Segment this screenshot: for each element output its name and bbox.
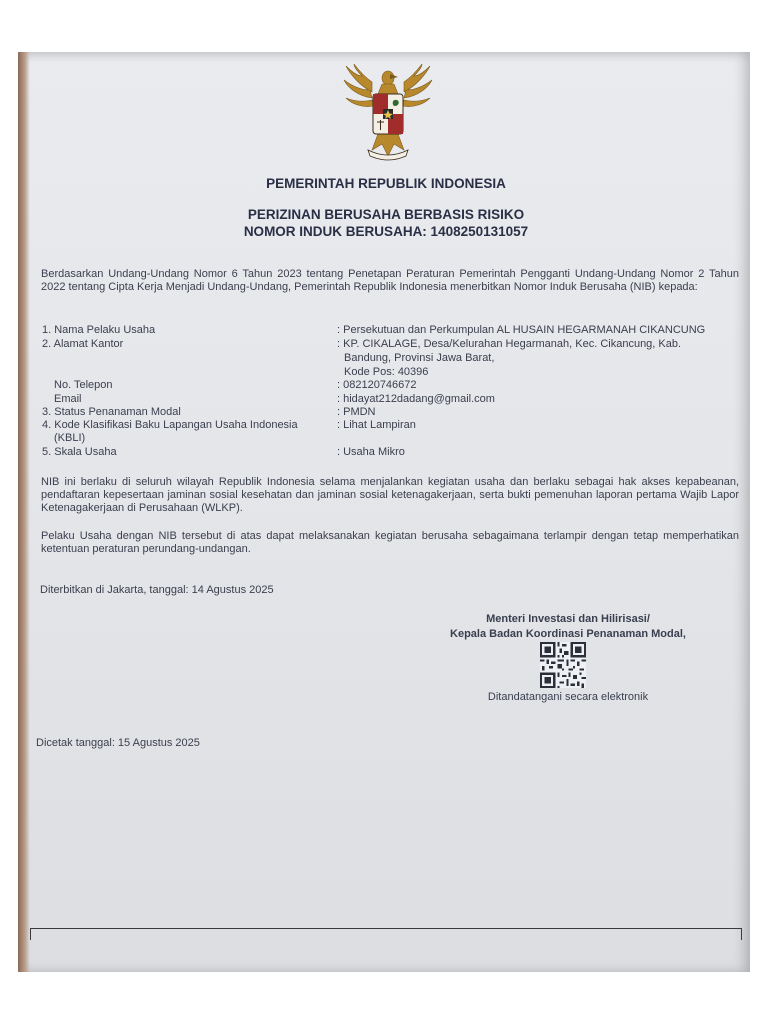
field-label-kbli-2: (KBLI) [54, 432, 86, 444]
bottom-rule [30, 928, 742, 929]
field-label-email: Email [54, 393, 82, 405]
field-value-kodepos: Kode Pos: 40396 [344, 366, 429, 378]
permit-title: PERIZINAN BERUSAHA BERBASIS RISIKO [247, 207, 525, 222]
garuda-emblem-icon [342, 64, 434, 164]
field-label-nama: 1. Nama Pelaku Usaha [42, 324, 156, 336]
bottom-rule-right-tick [741, 928, 742, 940]
field-value-telepon: : 082120746672 [337, 379, 417, 391]
field-value-nama: : Persekutuan dan Perkumpulan AL HUSAIN HEGARMANAH CIKANCUNG [337, 324, 706, 336]
field-value-skala: : Usaha Mikro [337, 446, 405, 458]
field-value-email: : hidayat212dadang@gmail.com [337, 393, 495, 405]
electronic-signature-note: Ditandatangani secara elektronik [487, 691, 649, 703]
field-value-status: : PMDN [337, 406, 376, 418]
field-label-kbli-1: 4. Kode Klasifikasi Baku Lapangan Usaha Indonesia [42, 419, 298, 431]
activity-paragraph: Pelaku Usaha dengan NIB tersebut di atas dapat melaksanakan kegiatan berusaha sebagaimana terlampir dengan tetap memperhatikan ketentuan peraturan perundang-undangan. [41, 530, 739, 555]
field-label-telepon: No. Telepon [54, 379, 113, 391]
printed-date: Dicetak tanggal: 15 Agustus 2025 [36, 737, 200, 749]
signatory-title-1: Menteri Investasi dan Hilirisasi/ [486, 613, 650, 625]
nib-number: NOMOR INDUK BERUSAHA: 1408250131057 [243, 224, 529, 239]
government-heading: PEMERINTAH REPUBLIK INDONESIA [266, 176, 506, 191]
signatory-title-2: Kepala Badan Koordinasi Penanaman Modal, [450, 628, 686, 640]
field-label-alamat: 2. Alamat Kantor [42, 338, 124, 350]
qr-code-icon [540, 642, 586, 688]
field-label-skala: 5. Skala Usaha [42, 446, 117, 458]
bottom-rule-left-tick [30, 928, 31, 940]
field-value-alamat-1: : KP. CIKALAGE, Desa/Kelurahan Hegarmanah, Kec. Cikancung, Kab. [337, 338, 682, 350]
intro-paragraph: Berdasarkan Undang-Undang Nomor 6 Tahun 2023 tentang Penetapan Peraturan Pemerintah Pengganti Undang-Undang Nomor 2 Tahun 2022 tentang Cipta Kerja Menjadi Undang-Undang, Pemerintah Republik Indonesia menerbitkan Nomor Induk Berusaha (NIB) kepada: [41, 268, 739, 293]
field-label-status: 3. Status Penanaman Modal [42, 406, 181, 418]
validity-paragraph: NIB ini berlaku di seluruh wilayah Republik Indonesia selama menjalankan kegiatan usaha dan berlaku sebagai hak akses kepabeanan, pendaftaran kepesertaan jaminan sosial kesehatan dan jaminan sosial ketenagakerjaan, serta bukti pemenuhan laporan pertama Wajib Lapor Ketenagakerjaan di Perusahaan (WLKP). [41, 476, 739, 514]
document-page [28, 52, 744, 970]
field-value-alamat-2: Bandung, Provinsi Jawa Barat, [344, 352, 495, 364]
issued-date: Diterbitkan di Jakarta, tanggal: 14 Agustus 2025 [40, 584, 274, 596]
field-value-kbli: : Lihat Lampiran [337, 419, 416, 431]
